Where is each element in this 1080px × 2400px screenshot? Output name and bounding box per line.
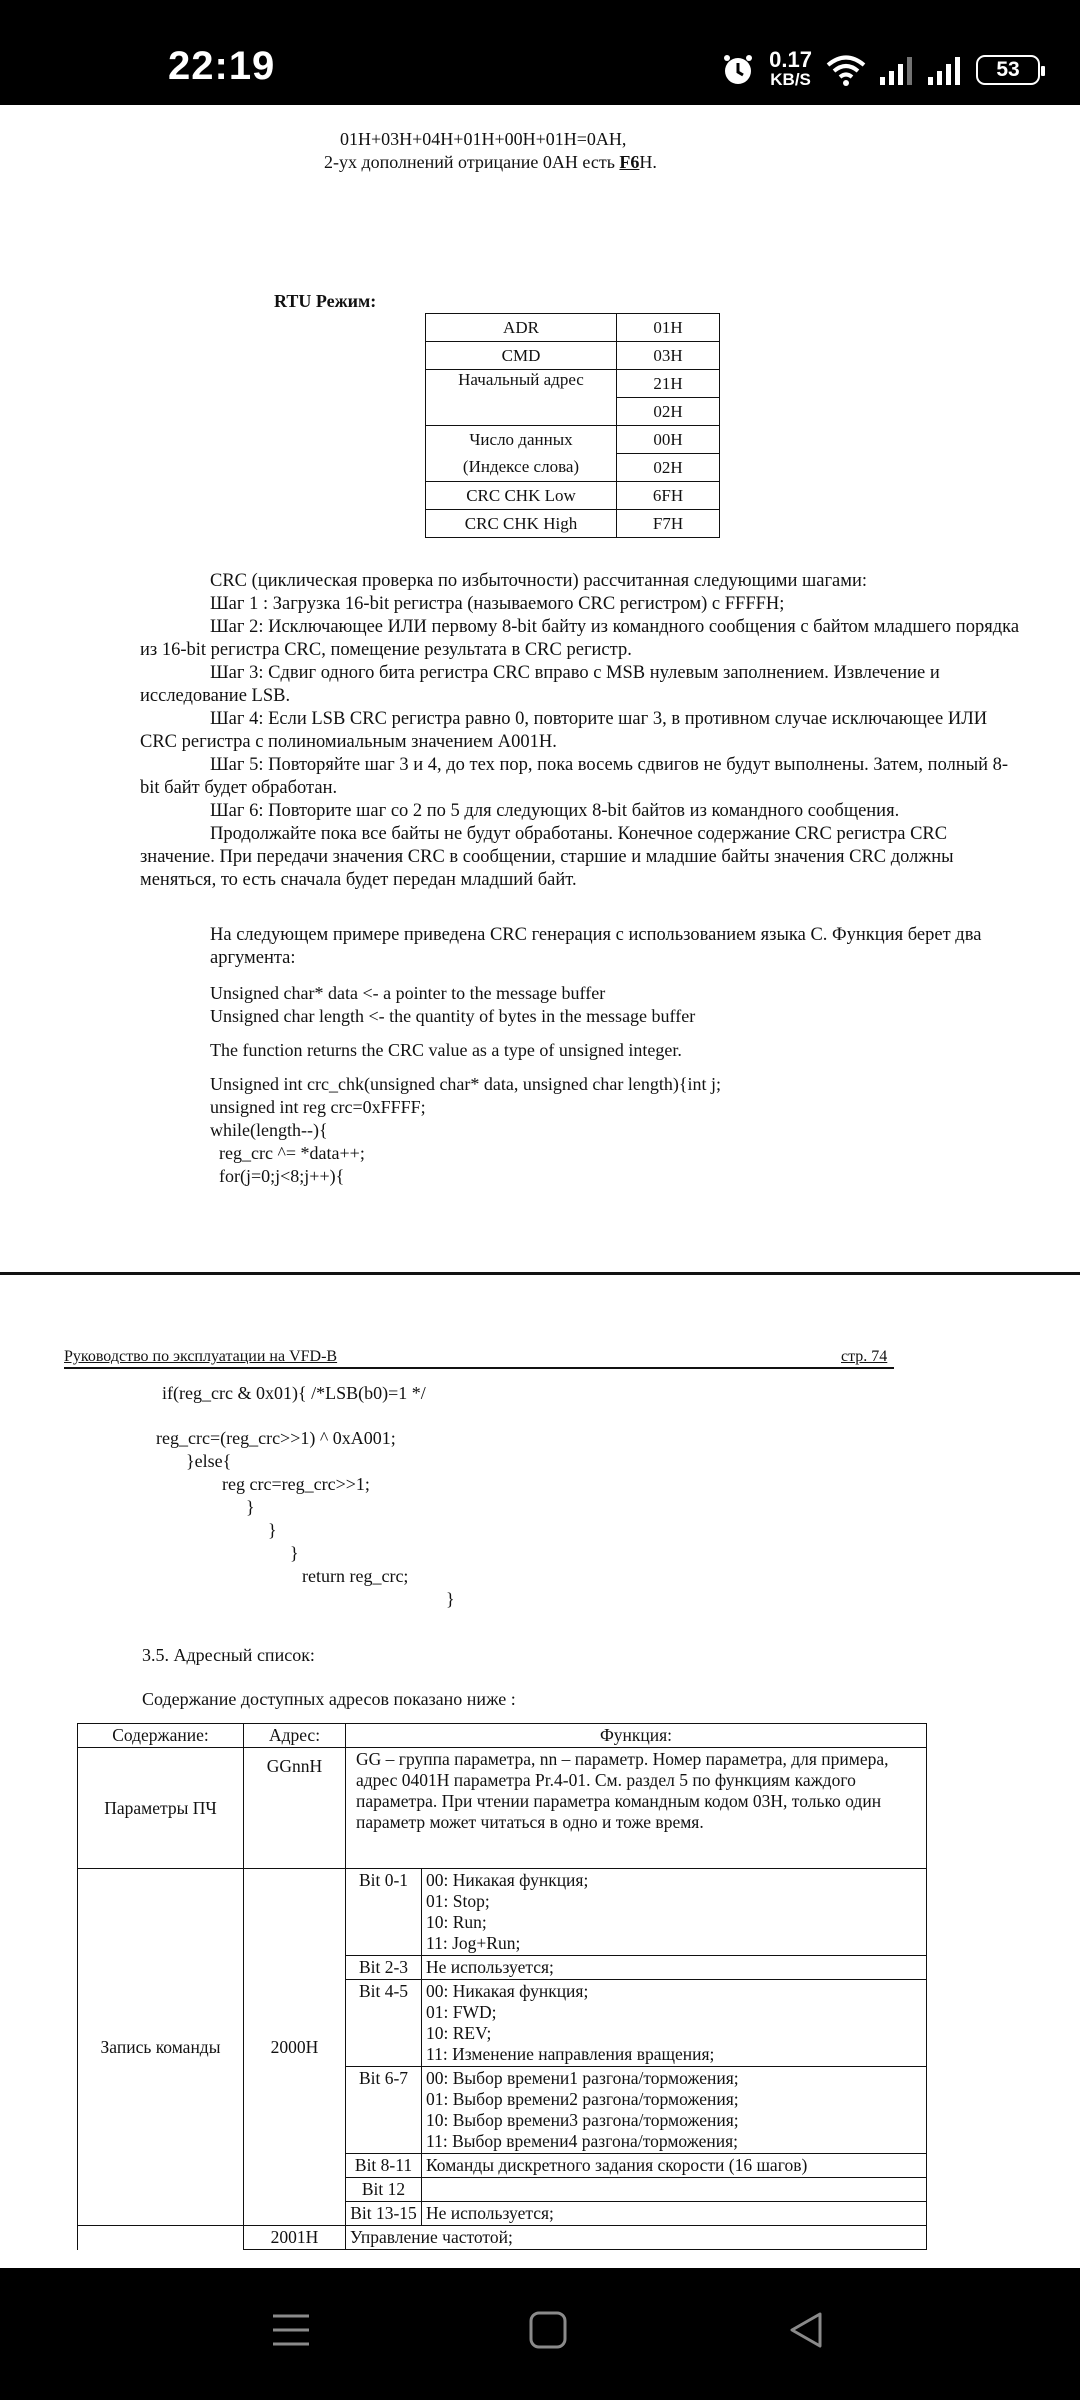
status-bar <box>0 0 1080 105</box>
row-function: Управление частотой; <box>346 2226 927 2250</box>
code-line: reg_crc=(reg_crc>>1) ^ 0xA001; <box>156 1428 396 1448</box>
bit-label: Bit 4-5 <box>346 1980 422 2067</box>
header-content: Содержание: <box>78 1724 244 1748</box>
table-row <box>78 1748 927 1869</box>
bit-description-line: 01: Stop; <box>426 1891 490 1911</box>
argument-data: Unsigned char* data <- a pointer to the message buffer <box>210 983 606 1003</box>
code-line: } <box>246 1497 255 1517</box>
rtu-row <box>426 454 720 482</box>
code-line: while(length--){ <box>210 1120 328 1140</box>
bit-label: Bit 12 <box>346 2178 422 2202</box>
table-row <box>78 1869 927 1956</box>
c-example-intro: На следующем примере приведена CRC генерация с использованием языка C. Функция берет два аргумента: <box>210 925 982 968</box>
bit-description-line: 11: Изменение направления вращения; <box>426 2044 715 2064</box>
code-line: Unsigned int crc_chk(unsigned char* data, unsigned char length){int j; <box>210 1074 721 1094</box>
row-address: GGnnH <box>244 1748 346 1869</box>
table-row <box>78 2226 927 2250</box>
rtu-row <box>426 398 720 426</box>
bit-label: Bit 8-11 <box>346 2154 422 2178</box>
bit-description-line: Команды дискретного задания скорости (16 шагов) <box>426 2155 808 2175</box>
row-content-empty <box>78 2226 244 2250</box>
crc-intro: CRC (циклическая проверка по избыточности) рассчитанная следующими шагами: <box>210 571 867 591</box>
row-function: GG – группа параметра, nn – параметр. Номер параметра, для примера, адрес 0401H параметра Pr.4-01. См. раздел 5 по функциям каждого параметра. При чтении параметра командным кодом 03H, только один параметр может читаться в одно и тоже время. <box>346 1748 927 1869</box>
bit-description-line: 00: Никакая функция; <box>426 1870 589 1890</box>
rtu-row <box>426 370 720 398</box>
code-line: } <box>446 1589 455 1609</box>
rtu-field: ADR <box>426 314 617 342</box>
row-content: Запись команды <box>78 1869 244 2226</box>
bit-description <box>422 1956 927 1980</box>
bit-description-line: 10: Run; <box>426 1912 487 1932</box>
bit-description-line: 00: Выбор времени1 разгона/торможения; <box>426 2068 739 2088</box>
complement-line <box>324 151 657 173</box>
bit-description <box>422 2202 927 2226</box>
bit-label: Bit 6-7 <box>346 2067 422 2154</box>
header-function: Функция: <box>346 1724 927 1748</box>
home-icon[interactable] <box>528 2310 568 2350</box>
rtu-value: 01H <box>617 314 720 342</box>
signal-icon <box>880 55 914 85</box>
crc-step-4: Шаг 4: Если LSB CRC регистра равно 0, повторите шаг 3, в противном случае исключающее ИЛИ CRC регистра с полиномиальным значением A001H. <box>140 709 988 752</box>
bit-description-line: 11: Jog+Run; <box>426 1933 521 1953</box>
header-address: Адрес: <box>244 1724 346 1748</box>
page-header-title: Руководство по эксплуатации на VFD-B <box>64 1348 338 1365</box>
code-line: reg_crc ^= *data++; <box>210 1143 365 1163</box>
crc-step-2: Шаг 2: Исключающее ИЛИ первому 8-bit байту из командного сообщения с байтом младшего порядка из 16-bit регистра CRC, помещение результата в CRC регистр. <box>140 617 1020 660</box>
rtu-field: CRC CHK High <box>426 510 617 538</box>
table-header-row <box>78 1724 927 1748</box>
header-rule <box>64 1367 894 1369</box>
clock: 22:19 <box>168 44 276 88</box>
code-line: reg crc=reg_crc>>1; <box>222 1474 370 1494</box>
battery-icon: 53 <box>976 55 1040 85</box>
row-address: 2000H <box>244 1869 346 2226</box>
rtu-field: CRC CHK Low <box>426 482 617 510</box>
code-line: if(reg_crc & 0x01){ /*LSB(b0)=1 */ <box>162 1383 426 1403</box>
rtu-table <box>425 313 720 538</box>
code-line: return reg_crc; <box>302 1566 409 1586</box>
function-returns: The function returns the CRC value as a type of unsigned integer. <box>210 1040 682 1060</box>
rtu-title: RTU Режим: <box>274 291 377 311</box>
rtu-field: (Индексе слова) <box>426 454 617 482</box>
crc-step-5: Шаг 5: Повторяйте шаг 3 и 4, до тех пор, пока восемь сдвигов не будут выполнены. Затем, полный 8-bit байт будет обработан. <box>140 755 1009 798</box>
status-icons <box>721 48 1040 92</box>
bit-description <box>422 2178 927 2202</box>
signal-icon <box>928 55 962 85</box>
emphasized-value: F6 <box>619 152 640 172</box>
section-intro: Содержание доступных адресов показано ниже : <box>142 1689 516 1709</box>
sum-line: 01H+03H+04H+01H+00H+01H=0AH, <box>340 129 627 149</box>
code-line: } <box>268 1520 277 1540</box>
network-speed-value: 0.17 <box>769 47 812 72</box>
code-line: }else{ <box>186 1451 232 1471</box>
bit-description-line: 10: Выбор времени3 разгона/торможения; <box>426 2110 739 2130</box>
bit-label: Bit 2-3 <box>346 1956 422 1980</box>
rtu-row <box>426 482 720 510</box>
crc-step-3: Шаг 3: Сдвиг одного бита регистра CRC вправо с MSB нулевым заполнением. Извлечение и исследование LSB. <box>140 663 940 706</box>
rtu-field: Число данных <box>426 426 617 454</box>
menu-icon[interactable] <box>271 2310 311 2350</box>
rtu-row <box>426 426 720 454</box>
rtu-field: CMD <box>426 342 617 370</box>
bit-description-line: 11: Выбор времени4 разгона/торможения; <box>426 2131 739 2151</box>
bit-description <box>422 2154 927 2178</box>
bit-description-line: 10: REV; <box>426 2023 492 2043</box>
bit-description <box>422 1869 927 1956</box>
rtu-value: 21H <box>617 370 720 398</box>
rtu-field: Начальный адрес <box>426 370 617 398</box>
bit-description-line: 01: Выбор времени2 разгона/торможения; <box>426 2089 739 2109</box>
bit-description-line: 01: FWD; <box>426 2002 497 2022</box>
rtu-row <box>426 314 720 342</box>
bit-description <box>422 2067 927 2154</box>
crc-continue: Продолжайте пока все байты не будут обработаны. Конечное содержание CRC регистра CRC значение. При передачи значения CRC в сообщении, старшие и младшие байты значения CRC должны меняться, то есть сначала будет передан младший байт. <box>140 824 954 890</box>
rtu-field <box>426 398 617 426</box>
complement-line-text: 2-ух дополнений отрицание 0AH есть F6H. <box>324 152 657 172</box>
rtu-value: 02H <box>617 398 720 426</box>
network-speed <box>769 47 812 90</box>
code-line: for(j=0;j<8;j++){ <box>210 1166 345 1186</box>
rtu-value: 03H <box>617 342 720 370</box>
section-title: 3.5. Адресный список: <box>142 1645 315 1665</box>
rtu-row <box>426 342 720 370</box>
back-icon[interactable] <box>786 2310 826 2350</box>
page-number: стр. 74 <box>841 1348 888 1365</box>
rtu-value: F7H <box>617 510 720 538</box>
bit-label: Bit 13-15 <box>346 2202 422 2226</box>
rtu-value: 00H <box>617 426 720 454</box>
bit-description-line: Не используется; <box>426 2203 554 2223</box>
row-address: 2001H <box>244 2226 346 2250</box>
network-speed-unit: KB/S <box>770 70 811 89</box>
wifi-icon <box>826 54 866 86</box>
rtu-value: 6FH <box>617 482 720 510</box>
code-line: } <box>290 1543 299 1563</box>
crc-step-1: Шаг 1 : Загрузка 16-bit регистра (называемого CRC регистром) с FFFFH; <box>210 594 785 614</box>
alarm-icon <box>721 53 755 87</box>
rtu-value: 02H <box>617 454 720 482</box>
page-divider <box>0 1272 1080 1275</box>
address-table <box>77 1723 927 2250</box>
code-line: unsigned int reg crc=0xFFFF; <box>210 1097 426 1117</box>
bit-description-line: 00: Никакая функция; <box>426 1981 589 2001</box>
row-content: Параметры ПЧ <box>78 1748 244 1869</box>
rtu-row <box>426 510 720 538</box>
bit-description <box>422 1980 927 2067</box>
argument-length: Unsigned char length <- the quantity of bytes in the message buffer <box>210 1006 696 1026</box>
crc-step-6: Шаг 6: Повторите шаг со 2 по 5 для следующих 8-bit байтов из командного сообщения. <box>210 801 900 821</box>
bit-description-line: Не используется; <box>426 1957 554 1977</box>
bit-label: Bit 0-1 <box>346 1869 422 1956</box>
